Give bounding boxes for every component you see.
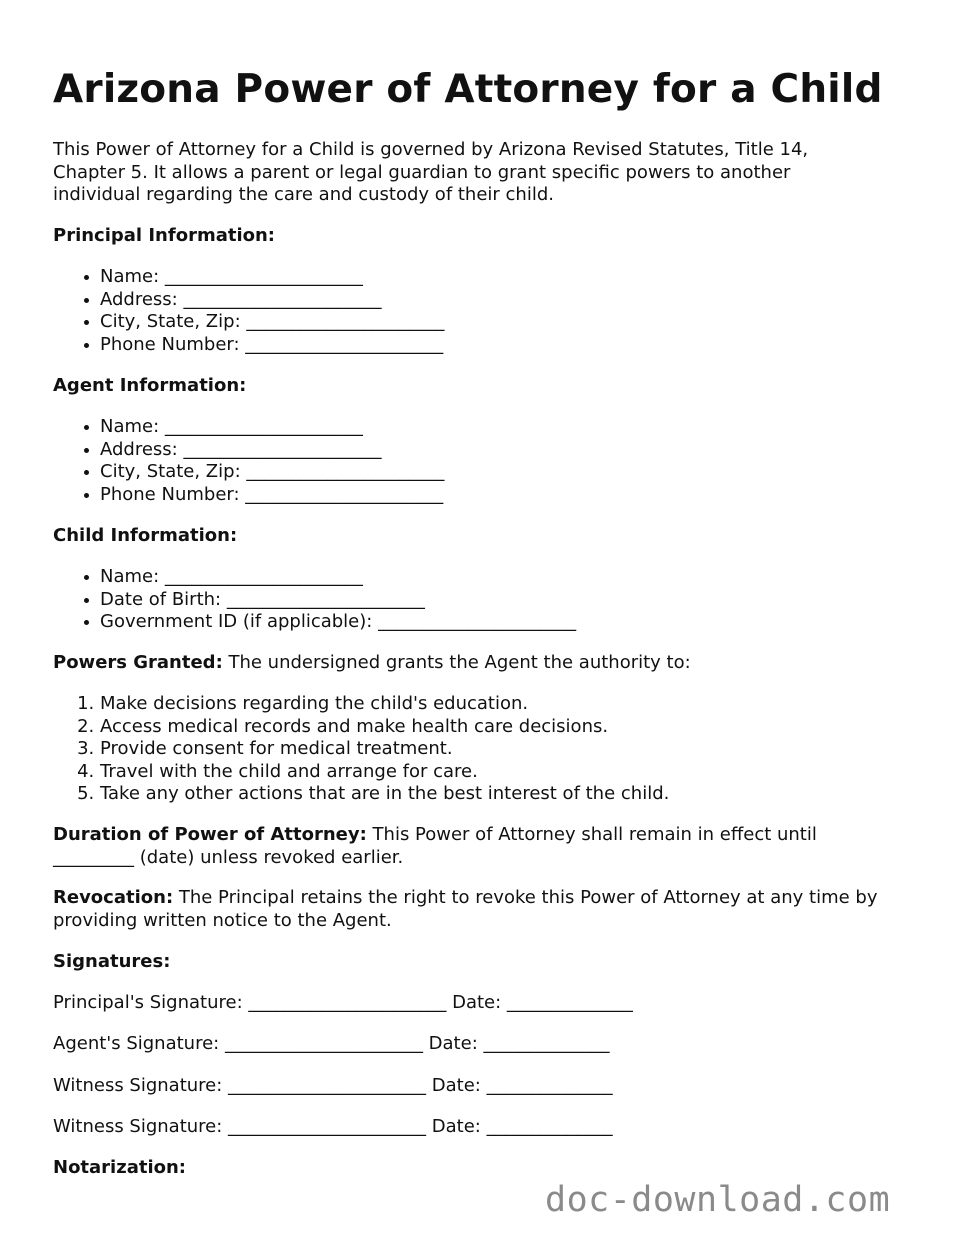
revocation-label: Revocation: [53, 887, 174, 908]
list-item: • Name: ______________________ [100, 566, 913, 589]
duration-text: This Power of Attorney shall remain in effect until _________ (date) unless revoked earlier. [53, 824, 817, 868]
list-item: • Phone Number: ______________________ [100, 484, 913, 507]
list-item: 2. Access medical records and make health care decisions. [100, 716, 913, 739]
revocation-text: The Principal retains the right to revoke this Power of Attorney at any time by providing written notice to the Agent. [53, 887, 878, 931]
signature-line-principal: Principal's Signature: ______________________ Date: ______________ [53, 992, 633, 1013]
revocation-paragraph [53, 887, 903, 932]
signature-line-witness-1: Witness Signature: ______________________ Date: ______________ [53, 1075, 613, 1096]
principal-heading: Principal Information: [53, 225, 276, 246]
list-item: • City, State, Zip: ______________________ [100, 461, 913, 484]
child-heading: Child Information: [53, 525, 238, 546]
notarization-heading: Notarization: [53, 1157, 187, 1178]
duration-label: Duration of Power of Attorney: [53, 824, 367, 845]
list-item: • Address: ______________________ [100, 289, 913, 312]
powers-text: The undersigned grants the Agent the authority to: [222, 652, 691, 673]
powers-list [53, 693, 913, 806]
watermark: doc-download.com [545, 1180, 891, 1220]
list-item: • Name: ______________________ [100, 266, 913, 289]
agent-heading: Agent Information: [53, 375, 247, 396]
duration-paragraph [53, 824, 873, 869]
list-item: • Date of Birth: ______________________ [100, 589, 913, 612]
list-item: 3. Provide consent for medical treatment. [100, 738, 913, 761]
list-item: 4. Travel with the child and arrange for care. [100, 761, 913, 784]
list-item: • Government ID (if applicable): ______________________ [100, 611, 913, 634]
page-title: Arizona Power of Attorney for a Child [53, 67, 883, 112]
list-item: • Phone Number: ______________________ [100, 334, 913, 357]
signatures-heading: Signatures: [53, 951, 171, 972]
list-item: • City, State, Zip: ______________________ [100, 311, 913, 334]
signature-line-witness-2: Witness Signature: ______________________ Date: ______________ [53, 1116, 613, 1137]
principal-list [53, 266, 913, 356]
signature-line-agent: Agent's Signature: ______________________ Date: ______________ [53, 1033, 610, 1054]
list-item: 5. Take any other actions that are in the best interest of the child. [100, 783, 913, 806]
child-list [53, 566, 913, 634]
intro-paragraph: This Power of Attorney for a Child is governed by Arizona Revised Statutes, Title 14, Chapter 5. It allows a parent or legal guardian to grant specific powers to another individual regarding the care and custody of their child. [53, 139, 809, 205]
agent-list [53, 416, 913, 506]
powers-paragraph [53, 652, 913, 675]
powers-label: Powers Granted: [53, 652, 223, 673]
list-item: • Name: ______________________ [100, 416, 913, 439]
list-item: 1. Make decisions regarding the child's education. [100, 693, 913, 716]
list-item: • Address: ______________________ [100, 439, 913, 462]
